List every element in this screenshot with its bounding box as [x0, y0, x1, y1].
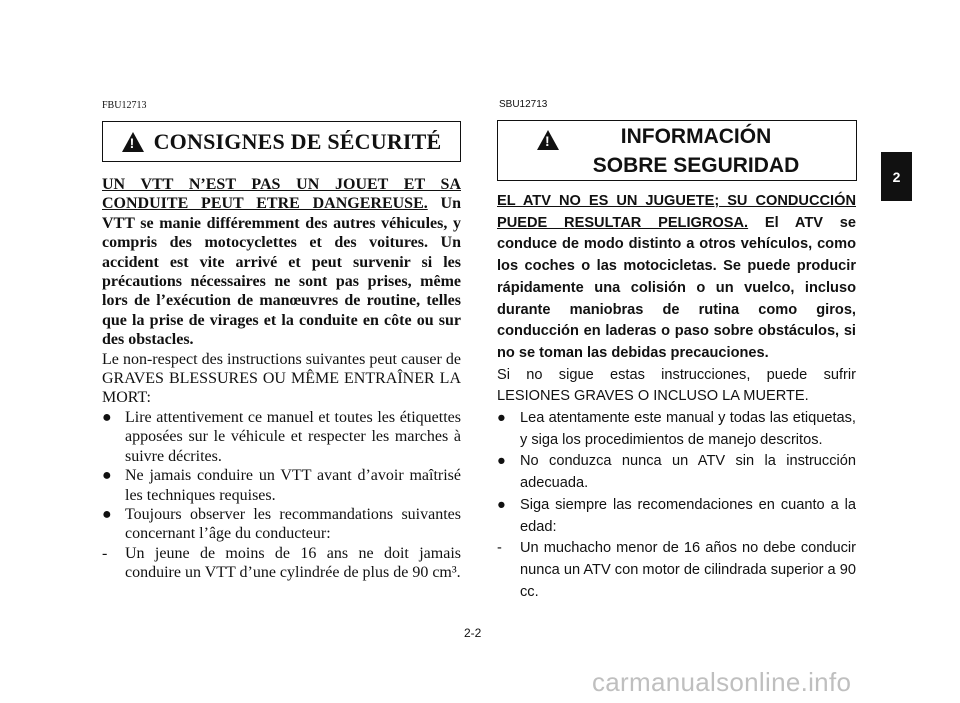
bullet-icon: ●: [497, 453, 506, 470]
bullet-icon: ●: [102, 505, 112, 523]
spanish-intro: Si no sigue estas instrucciones, puede sufrir LESIONES GRAVES O INCLUSO LA MUERTE.: [497, 366, 856, 405]
list-item: [102, 408, 461, 466]
french-lead-bold: Un VTT se manie différemment des autres véhicules, y compris des motocyclettes et des voitures. Un accident est vite arrivé et peut survenir si les précautions nécessaires ne sont pas prises, même lors de l’exécution de manœuvres de routine, telles que la prise de virages et la conduite en côte ou sur des obstacles.: [102, 195, 461, 349]
french-section-code: FBU12713: [102, 100, 147, 111]
list-item-text: No conduzca nunca un ATV sin la instrucción adecuada.: [520, 453, 856, 492]
dash-item-text: Un muchacho menor de 16 años no debe conducir nunca un ATV con motor de cilindrada superior a 90 cc.: [520, 540, 856, 600]
spanish-lead-bold: El ATV se conduce de modo distinto a otros vehículos, como los coches o las motocicletas. Se puede producir rápidamente una colisión o un vuelco, incluso durante maniobras de rutina como giros, conducción en laderas o paso sobre obstáculos, si no se toman las debidas precauciones.: [497, 214, 856, 361]
dash-marker: -: [497, 540, 502, 557]
spanish-warning-paragraph: [497, 191, 856, 365]
spanish-title: INFORMACIÓN SOBRE SEGURIDAD: [592, 124, 800, 177]
bullet-icon: ●: [102, 408, 112, 426]
list-item: [497, 408, 856, 451]
list-item-text: Lire attentivement ce manuel et toutes les étiquettes apposées sur le véhicule et respecter les marches à suivre décrites.: [125, 408, 461, 465]
dash-item: [102, 544, 461, 583]
spanish-column: [497, 191, 856, 603]
bullet-icon: ●: [497, 410, 506, 427]
list-item: [102, 505, 461, 544]
french-warning-paragraph: [102, 175, 461, 350]
bullet-icon: ●: [102, 467, 112, 485]
french-title-box: [102, 121, 461, 162]
dash-marker: -: [102, 544, 108, 562]
list-item: [497, 495, 856, 538]
chapter-tab: 2: [881, 152, 912, 201]
warning-triangle-icon: [122, 132, 144, 152]
spanish-title-box: [497, 120, 857, 181]
french-title: CONSIGNES DE SÉCURITÉ: [153, 128, 442, 154]
dash-item: [497, 538, 856, 603]
watermark: carmanualsonline.info: [592, 667, 852, 697]
list-item: [497, 451, 856, 494]
dash-item-text: Un jeune de moins de 16 ans ne doit jamais conduire un VTT d’une cylindrée de plus de 90 cm³.: [125, 544, 461, 582]
page-number: 2-2: [464, 626, 482, 640]
list-item-text: Siga siempre las recomendaciones en cuanto a la edad:: [520, 496, 856, 535]
list-item-text: Toujours observer les recommandations suivantes concernant l’âge du conducteur:: [125, 505, 461, 543]
list-item-text: Ne jamais conduire un VTT avant d’avoir maîtrisé les techniques requises.: [125, 467, 461, 504]
french-intro: Le non-respect des instructions suivantes peut causer de GRAVES BLESSURES OU MÊME ENTRAÎNER LA MORT:: [102, 350, 461, 407]
french-lead-underlined: UN VTT N’EST PAS UN JOUET ET SA CONDUITE PEUT ETRE DANGEREUSE.: [102, 176, 461, 213]
list-item-text: Lea atentamente este manual y todas las etiquetas, y siga los procedimientos de manejo descritos.: [520, 410, 856, 448]
list-item: [102, 466, 461, 505]
bullet-icon: ●: [497, 496, 506, 513]
spanish-section-code: SBU12713: [499, 99, 548, 110]
french-column: [102, 175, 461, 583]
spanish-lead-underlined: EL ATV NO ES UN JUGUETE; SU CONDUCCIÓN PUEDE RESULTAR PELIGROSA.: [497, 193, 856, 231]
warning-triangle-icon: [537, 130, 559, 150]
